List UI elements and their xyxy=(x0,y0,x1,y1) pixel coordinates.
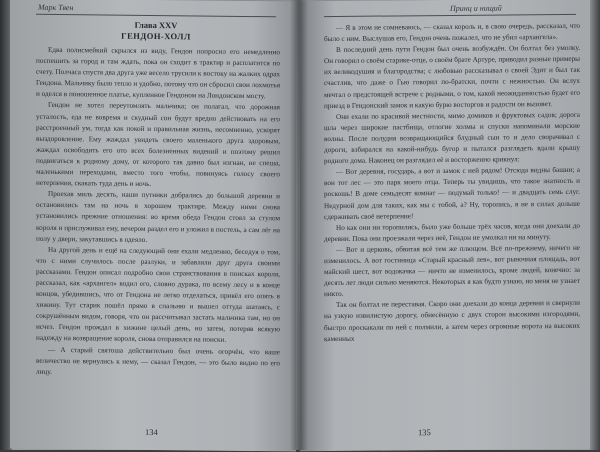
paragraph: Так он болтал не переставая. Скоро они доехали до конца деревни и свернули на узкую извилистую дорогу, обнесённую с двух сторон высокими изгородями, быстро проскакали по ней с полмили, а затем через огромные ворота на высоких каменных xyxy=(324,299,580,343)
paragraph: Но как они ни торопились, было уже больше трёх часов, когда они доехали до деревни. Пока они проезжали через неё, Гендон не умолкал ни на минуту. xyxy=(324,221,580,243)
paragraph: — А старый святоша действительно был очень огорчён, что ваше величество не вернулись к нему, — сказал Гендон, — это было видно по его лицу. xyxy=(36,345,280,376)
page-number-right: 135 xyxy=(418,427,431,438)
paragraph: В последний день пути Гендон был очень возбуждён. Он болтал без умолку. Он говорил о своём старике-отце, о своём брате Артуре, приводил разные примеры их великодушия и благородства; с любовью рассказывал о своей Эдит и был так счастлив, что даже о Гью говорил по-братски, почти с нежностью. Он вслух мечтал о предстоящей встрече с родными, о том, какой неожиданностью будет его приезд в Гендонский замок и какую бурю восторгов и радости он вызовет. xyxy=(324,44,581,110)
page-number-left: 134 xyxy=(145,426,158,438)
paragraph: Гендон не хотел переутомлять мальчика; он полагал, что дорожная усталость, еда не вовремя и скудный сон будут вредно действовать на его расстроенный ум, тогда как покой и правильная жизнь, несомненно, ускорят выздоровление. Ему жаждал увидеть своего маленького друга здоровым, жаждал освободить его ото всех болезненных видений и поэтому решил подвигаться к родному дому, от которого так давно был изгнан, не спеша, маленькими переходами, вместо того чтобы, повинуясь голосу своего нетерпения, скакать туда день и ночь. xyxy=(36,101,280,189)
paragraph: — Вот и церковь, обвитая всё тем же плющом. Всё по-прежнему, ничего не изменилось. А вот гостиница «Старый красный лев», вот рыночная площадь, вот майский шест, вот водокачка — ничто не изменилось, кроме людей, конечно: за десять лет люди сильно меняются. Некоторых я как будто узнаю, но меня не узнает никто. xyxy=(324,243,580,299)
header-rule xyxy=(36,14,276,18)
running-head-title: Принц и нищий xyxy=(450,3,502,13)
left-page-body xyxy=(36,45,280,380)
book-gutter xyxy=(290,0,308,450)
paragraph: Проехав миль десять, наши путники добрались до большой деревни и остановились там на ночь в хорошем трактире. Между ними снова установились прежние отношения: во время обеда Гендон стоял за стулом короля и прислуживал ему, вечером раздел его и уложил в постель, а сам лёг на полу у двери, закутавшись в одеяло. xyxy=(36,190,280,244)
paragraph: На другой день и ещё на следующий они ехали медленно, беседуя о том, что с ними случилось после разлуки, и забавляли друг друга своими рассказами. Гендон описал подробно свои странствования в поисках короля, рассказал, как «архангел» водил его, словно дурака, по всему лесу и в конце концов, убедившись, что от Гендона не легко отделаться, привёл его опять в хижину. Тут старик пошёл прямо в спальню и вышел оттуда шатаясь, с сокрушённым видом, говоря, что он рассчитывал застать мальчика там, но он исчез. Гендон прождал в хижине целый день, но затем, потеряв всякую надежду на возвращение короля, снова отправился на поиски. xyxy=(36,245,280,345)
header-rule xyxy=(324,14,576,17)
paragraph: — Вот деревня, государь, а вот и замок с ней рядом! Отсюда видны башни; а вон тот лес — это парк моего отца. Теперь ты увидишь, что такое знатность и роскошь! В доме семьдесят комнат — подумай только! — и двадцать семь слуг. Недурной дом для таких, как мы с тобой, а? Ну, торопись, я не в силах дольше сдерживать своё нетерпение! xyxy=(324,166,580,221)
left-page xyxy=(10,0,296,451)
book-edge-right xyxy=(590,0,600,450)
running-head-author: Марк Твен xyxy=(38,2,74,13)
paragraph: Они ехали по красивой местности, мимо домиков и фруктовых садов; дорога шла через широкие пастбища, отлогие холмы и спуски напоминали морские волны. После полудня возвращающийся блудный сын то и дело сворачивал с дороги, взбирался на какой-нибудь бугор и пытался разглядеть вдали крышу родного дома. Наконец он разглядел её и восторженно крикнул: xyxy=(324,110,580,166)
chapter-title: ГЕНДОН-ХОЛЛ xyxy=(121,30,191,42)
chapter-number: Глава XXV xyxy=(134,19,178,31)
paragraph: Едва полисмейкий скрылся из виду, Гендон попросил его немедленно поспешить за город и там ждать, пока он сходит в трактир и расплатится по счету. Полчаса спустя два друга уже весело трусили к востоку на жалких одрах Гендона. Мальчику было тепло и удобно, потому что он сбросил свои лохмотья и оделся в поношенное платье, купленное Гендоном на Лондонском мосту. xyxy=(36,45,281,101)
right-page-body xyxy=(324,21,580,345)
right-page xyxy=(300,0,592,451)
paragraph: — Я в этом не сомневаюсь, — сказал король и, в свою очередь, рассказал, что было с ним. Выслушав его, Гендон очень пожалел, что не убил «архангела». xyxy=(324,21,580,44)
